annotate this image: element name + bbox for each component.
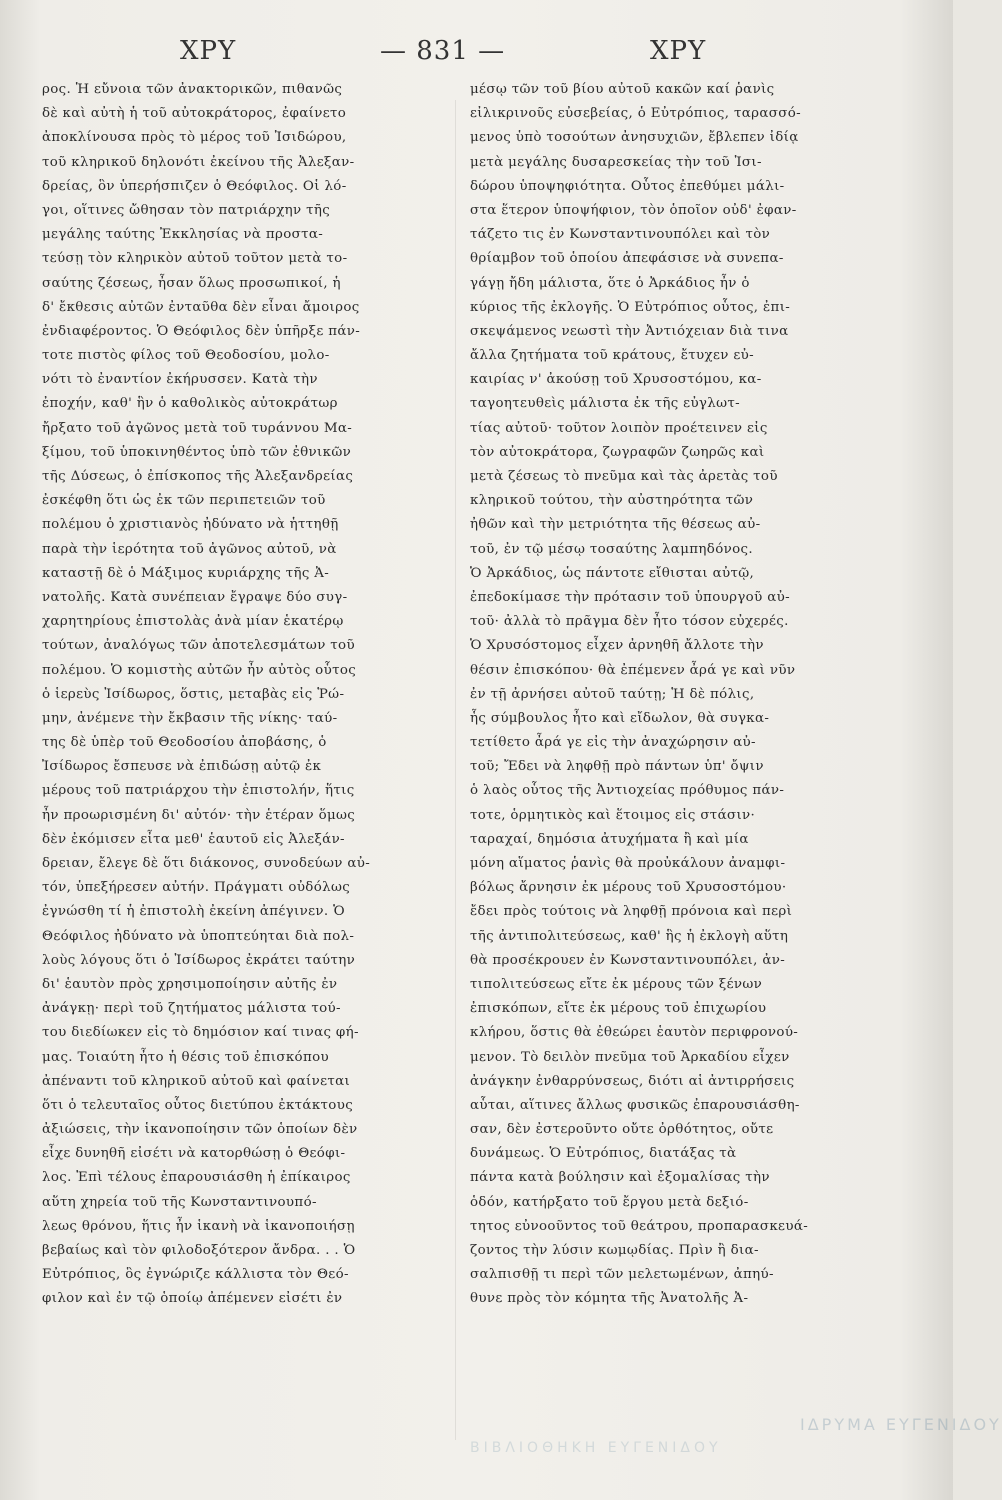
- right-column-line: μενος ὑπὸ τοσούτων ἀνησυχιῶν, ἔβλεπεν ἰδίᾳ: [470, 130, 799, 146]
- left-column-line: τούτων, ἀναλόγως τῶν ἀποτελεσμάτων τοῦ: [42, 638, 355, 654]
- right-column-line: ζοντος τὴν λύσιν κωμῳδίας. Πρὶν ἢ δια-: [470, 1243, 759, 1258]
- right-column-line: κληρικοῦ τούτου, τὴν αὐστηρότητα τῶν: [470, 493, 754, 509]
- left-column-line: τῆς Δύσεως, ὁ ἐπίσκοπος τῆς Ἀλεξανδρείας: [42, 469, 354, 484]
- left-column-line: βεβαίως καὶ τὸν φιλοδοξότερον ἄνδρα. . . Ὁ: [42, 1243, 356, 1258]
- left-column-line: ἐνδιαφέροντος. Ὁ Θεόφιλος δὲν ὑπῆρξε πάν-: [42, 323, 361, 339]
- left-column-line: ἤρξατο τοῦ ἀγῶνος μετὰ τοῦ τυράννου Μα-: [42, 420, 353, 436]
- right-column-line: κλήρου, ὅστις θὰ ἐθεώρει ἑαυτὸν περιφρονού-: [470, 1025, 799, 1041]
- left-column-line: δρείας, ὃν ὑπερήσπιζεν ὁ Θεόφιλος. Οἱ λό-: [42, 178, 347, 194]
- left-column-line: πολέμου. Ὁ κομιστὴς αὐτῶν ἦν αὐτὸς οὗτος: [42, 662, 357, 678]
- left-column-line: παρὰ τὴν ἱερότητα τοῦ ἀγῶνος αὐτοῦ, νὰ: [42, 541, 337, 557]
- right-column-line: Ὁ Ἀρκάδιος, ὡς πάντοτε εἴθισται αὐτῷ,: [470, 565, 755, 581]
- left-column-line: μέρους τοῦ πατριάρχου τὴν ἐπιστολήν, ἥτις: [42, 783, 355, 799]
- right-column-line: τιπολιτεύσεως εἴτε ἐκ μέρους τῶν ξένων: [470, 976, 763, 992]
- right-column-line: ἐπεδοκίμασε τὴν πρότασιν τοῦ ὑπουργοῦ αὐ-: [470, 589, 790, 605]
- right-column-line: μετὰ ζέσεως τὸ πνεῦμα καὶ τὰς ἀρετὰς τοῦ: [470, 469, 778, 484]
- right-column-line: Ὁ Χρυσόστομος εἶχεν ἀρνηθῆ ἄλλοτε τὴν: [470, 638, 764, 654]
- left-column-line: ἀποκλίνουσα πρὸς τὸ μέρος τοῦ Ἰσιδώρου,: [42, 130, 347, 146]
- right-column-line: βόλως ἄρνησιν ἐκ μέρους τοῦ Χρυσοστόμου·: [470, 880, 787, 896]
- page-number: — 831 —: [380, 36, 506, 66]
- left-column-line: δὲ καὶ αὐτὴ ἡ τοῦ αὐτοκράτορος, ἐφαίνετο: [42, 106, 347, 122]
- left-column-line: μεγάλης ταύτης Ἐκκλησίας νὰ προστα-: [42, 227, 324, 243]
- left-column-line: τεύσῃ τὸν κληρικὸν αὐτοῦ τοῦτον μετὰ το-: [42, 251, 348, 267]
- right-column-line: ἠθῶν καὶ τὴν μετριότητα τῆς θέσεως αὐ-: [470, 517, 761, 533]
- right-column-line: ἐν τῇ ἀρνήσει αὐτοῦ ταύτῃ; Ἡ δὲ πόλις,: [470, 686, 755, 702]
- right-column-line: ταραχαί, δημόσια ἀτυχήματα ἢ καὶ μία: [470, 831, 749, 847]
- left-column-line: δ' ἔκθεσις αὐτῶν ἐνταῦθα δὲν εἶναι ἄμοιρος: [42, 299, 360, 315]
- right-column-line: σαλπισθῇ τι περὶ τῶν μελετωμένων, ἀπηύ-: [470, 1267, 774, 1283]
- right-column-line: θέσιν ἐπισκόπου· θὰ ἐπέμενεν ἆρά γε καὶ νῦν: [470, 662, 796, 678]
- right-column-line: τοτε, ὁρμητικὸς καὶ ἕτοιμος εἰς στάσιν·: [470, 807, 756, 823]
- left-column-line: της δὲ ὑπὲρ τοῦ Θεοδοσίου ἀποβάσης, ὁ: [42, 735, 327, 751]
- right-column-line: τετίθετο ἆρά γε εἰς τὴν ἀναχώρησιν αὐ-: [470, 735, 756, 751]
- left-column-line: πολέμου ὁ χριστιανὸς ἠδύνατο νὰ ἡττηθῇ: [42, 517, 339, 533]
- left-column: [42, 78, 447, 1312]
- left-column-line: ἐσκέφθη ὅτι ὡς ἐκ τῶν περιπετειῶν τοῦ: [42, 493, 326, 509]
- left-column-line: ἀπέναντι τοῦ κληρικοῦ αὐτοῦ καὶ φαίνεται: [42, 1073, 351, 1089]
- right-column-line: μενον. Τὸ δειλὸν πνεῦμα τοῦ Ἀρκαδίου εἶχεν: [470, 1049, 790, 1065]
- right-column-line: τοῦ· ἀλλὰ τὸ πρᾶγμα δὲν ἦτο τόσον εὐχερές.: [470, 614, 789, 630]
- right-column-line: ταγοητευθεὶς μάλιστα ἐκ τῆς εὐγλωτ-: [470, 396, 741, 412]
- library-watermark-secondary: ΒΙΒΛΙΟΘΗΚΗ ΕΥΓΕΝΙΔΟΥ: [470, 1440, 722, 1456]
- left-column-line: ξίμου, τοῦ ὑποκινηθέντος ὑπὸ τῶν ἐθνικῶν: [42, 444, 352, 460]
- right-column-line: τίας αὐτοῦ· τοῦτον λοιπὸν προέτεινεν εἰς: [470, 420, 768, 436]
- right-column-line: θρίαμβον τοῦ ὁποίου ἀπεφάσισε νὰ συνεπα-: [470, 251, 784, 267]
- left-column-line: ἀξιώσεις, τὴν ἱκανοποίησιν τῶν ὁποίων δὲν: [42, 1122, 358, 1138]
- left-column-line: μας. Τοιαύτη ἦτο ἡ θέσις τοῦ ἐπισκόπου: [42, 1049, 330, 1065]
- right-column-line: μετὰ μεγάλης δυσαρεσκείας τὴν τοῦ Ἰσι-: [470, 154, 762, 170]
- left-column-line: τόν, ὑπεξήρεσεν αὐτήν. Πράγματι οὐδόλως: [42, 880, 351, 896]
- left-column-line: ρος. Ἡ εὔνοια τῶν ἀνακτορικῶν, πιθανῶς: [42, 82, 343, 97]
- left-column-line: μην, ἀνέμενε τὴν ἔκβασιν τῆς νίκης· ταύ-: [42, 710, 338, 726]
- left-column-line: ἀνάγκῃ· περὶ τοῦ ζητήματος μάλιστα τού-: [42, 1001, 341, 1017]
- left-column-line: σαύτης ζέσεως, ἦσαν ὅλως προσωπικοί, ἡ: [42, 275, 341, 291]
- right-column-line: μόνη αἵματος ῥανὶς θὰ προὐκάλουν ἀναμφι-: [470, 856, 786, 871]
- left-column-line: Ἰσίδωρος ἔσπευσε νὰ ἐπιδώσῃ αὐτῷ ἐκ: [42, 759, 322, 775]
- right-column-line: δυνάμεως. Ὁ Εὐτρόπιος, διατάξας τὰ: [470, 1146, 737, 1162]
- right-column: [470, 78, 875, 1312]
- right-column-line: τητος εὐνοοῦντος τοῦ θεάτρου, προπαρασκευά-: [470, 1218, 809, 1234]
- right-column-line: στα ἕτερον ὑποψήφιον, τὸν ὁποῖον οὐδ' ἐφαν-: [470, 202, 797, 218]
- header-left-term: ΧΡΥ: [180, 36, 237, 66]
- right-column-line: ἧς σύμβουλος ἦτο καὶ εἴδωλον, θὰ συγκα-: [470, 710, 770, 726]
- left-column-line: αὕτη χηρεία τοῦ τῆς Κωνσταντινουπό-: [42, 1194, 317, 1210]
- left-column-line: Εὐτρόπιος, ὃς ἐγνώριζε κάλλιστα τὸν Θεό-: [42, 1267, 349, 1283]
- left-column-line: χαρητηρίους ἐπιστολὰς ἀνὰ μίαν ἑκατέρῳ: [42, 614, 344, 630]
- right-column-line: τοῦ, ἐν τῷ μέσῳ τοσαύτης λαμπηδόνος.: [470, 541, 753, 557]
- left-column-line: δὲν ἐκόμισεν εἶτα μεθ' ἑαυτοῦ εἰς Ἀλεξάν-: [42, 831, 345, 847]
- left-column-line: δρειαν, ἔλεγε δὲ ὅτι διάκονος, συνοδεύων αὐ-: [42, 856, 371, 871]
- left-column-line: ὅτι ὁ τελευταῖος οὗτος διετύπου ἐκτάκτους: [42, 1097, 354, 1113]
- left-column-line: ἦν προωρισμένη δι' αὐτόν· τὴν ἑτέραν ὅμως: [42, 807, 356, 823]
- left-column-line: ὁ ἱερεὺς Ἰσίδωρος, ὅστις, μεταβὰς εἰς Ῥώ-: [42, 686, 345, 702]
- right-column-line: μέσῳ τῶν τοῦ βίου αὐτοῦ κακῶν καί ῥανὶς: [470, 82, 775, 97]
- left-column-line: του διεδίωκεν εἰς τὸ δημόσιον καί τινας φή-: [42, 1025, 359, 1041]
- right-column-line: θὰ προσέκρουεν ἐν Κωνσταντινουπόλει, ἀν-: [470, 952, 786, 968]
- right-column-line: πάντα κατὰ βούλησιν καὶ ἐξομαλίσας τὴν: [470, 1170, 770, 1186]
- left-column-line: ἐποχήν, καθ' ἣν ὁ καθολικὸς αὐτοκράτωρ: [42, 396, 338, 412]
- right-column-line: ὁ λαὸς οὗτος τῆς Ἀντιοχείας πρόθυμος πάν-: [470, 783, 785, 799]
- right-column-line: ἐπισκόπων, εἴτε ἐκ μέρους τοῦ ἐπιχωρίου: [470, 1001, 767, 1017]
- left-column-line: τοῦ κληρικοῦ δηλονότι ἐκείνου τῆς Ἀλεξαν-: [42, 154, 355, 170]
- column-gutter: [455, 100, 456, 1440]
- right-column-line: εἰλικρινοῦς εὐσεβείας, ὁ Εὐτρόπιος, ταρασσό-: [470, 106, 801, 122]
- left-column-line: φιλον καὶ ἐν τῷ ὁποίῳ ἀπέμενεν εἰσέτι ἐν: [42, 1291, 343, 1307]
- left-column-line: ἐγνώσθη τί ἡ ἐπιστολὴ ἐκείνη ἀπέγινεν. Ὁ: [42, 904, 345, 920]
- left-column-line: λοὺς λόγους ὅτι ὁ Ἰσίδωρος ἐκράτει ταύτην: [42, 952, 356, 968]
- right-column-line: δώρου ὑποψηφιότητα. Οὗτος ἐπεθύμει μάλι-: [470, 178, 785, 194]
- left-column-line: γοι, οἵτινες ὤθησαν τὸν πατριάρχην τῆς: [42, 202, 331, 218]
- right-column-line: τῆς ἀντιπολιτεύσεως, καθ' ἣς ἡ ἐκλογὴ αὕτη: [470, 928, 789, 944]
- left-column-line: εἶχε δυνηθῆ εἰσέτι νὰ κατορθώσῃ ὁ Θεόφι-: [42, 1146, 346, 1162]
- right-column-line: ὁδόν, κατήρξατο τοῦ ἔργου μετὰ δεξιό-: [470, 1194, 749, 1210]
- left-column-line: λος. Ἐπὶ τέλους ἐπαρουσιάσθη ἡ ἐπίκαιρος: [42, 1170, 351, 1186]
- right-column-line: ἔδει πρὸς τούτοις νὰ ληφθῇ πρόνοια καὶ περὶ: [470, 904, 793, 920]
- right-column-line: τὸν αὐτοκράτορα, ζωγραφῶν ζωηρῶς καὶ: [470, 444, 765, 460]
- left-column-line: Θεόφιλος ἠδύνατο νὰ ὑποπτεύηται διὰ πολ-: [42, 928, 355, 944]
- right-column-line: σαν, δὲν ἐστεροῦντο οὔτε ὀρθότητος, οὔτε: [470, 1122, 774, 1138]
- left-column-line: δι' ἑαυτὸν πρὸς χρησιμοποίησιν αὐτῆς ἐν: [42, 976, 338, 992]
- right-column-line: τοῦ; Ἔδει νὰ ληφθῇ πρὸ πάντων ὑπ' ὄψιν: [470, 759, 764, 775]
- left-column-line: νατολῆς. Κατὰ συνέπειαν ἔγραψε δύο συγ-: [42, 589, 348, 605]
- left-column-line: καταστῇ δὲ ὁ Μάξιμος κυριάρχης τῆς Ἀ-: [42, 565, 330, 581]
- right-column-line: τάζετο τις ἐν Κωνσταντινουπόλει καὶ τὸν: [470, 227, 771, 243]
- left-column-line: λεως θρόνου, ἥτις ἦν ἱκανὴ νὰ ἱκανοποιήσῃ: [42, 1218, 355, 1234]
- library-watermark: ΙΔΡΥΜΑ ΕΥΓΕΝΙΔΟΥ: [800, 1415, 1002, 1434]
- right-column-line: ἀνάγκην ἐνθαρρύνσεως, διότι αἱ ἀντιρρήσεις: [470, 1073, 795, 1089]
- right-column-line: ἄλλα ζητήματα τοῦ κράτους, ἔτυχεν εὐ-: [470, 348, 754, 364]
- right-column-line: κύριος τῆς ἐκλογῆς. Ὁ Εὐτρόπιος οὗτος, ἐπι-: [470, 299, 791, 315]
- page-header: [0, 30, 953, 80]
- right-column-line: γάγῃ ἤδη μάλιστα, ὅτε ὁ Ἀρκάδιος ἦν ὁ: [470, 275, 750, 291]
- right-column-line: θυνε πρὸς τὸν κόμητα τῆς Ἀνατολῆς Ἀ-: [470, 1291, 749, 1307]
- right-column-line: αὗται, αἵτινες ἄλλως φυσικῶς ἐπαρουσιάσθη-: [470, 1097, 800, 1113]
- left-column-line: νότι τὸ ἐναντίον ἐκήρυσσεν. Κατὰ τὴν: [42, 372, 318, 388]
- right-column-line: σκεψάμενος νεωστὶ τὴν Ἀντιόχειαν διὰ τινα: [470, 323, 789, 339]
- header-right-term: ΧΡΥ: [650, 36, 707, 66]
- left-column-line: τοτε πιστὸς φίλος τοῦ Θεοδοσίου, μολο-: [42, 348, 330, 364]
- right-column-line: καιρίας ν' ἀκούσῃ τοῦ Χρυσοστόμου, κα-: [470, 372, 762, 388]
